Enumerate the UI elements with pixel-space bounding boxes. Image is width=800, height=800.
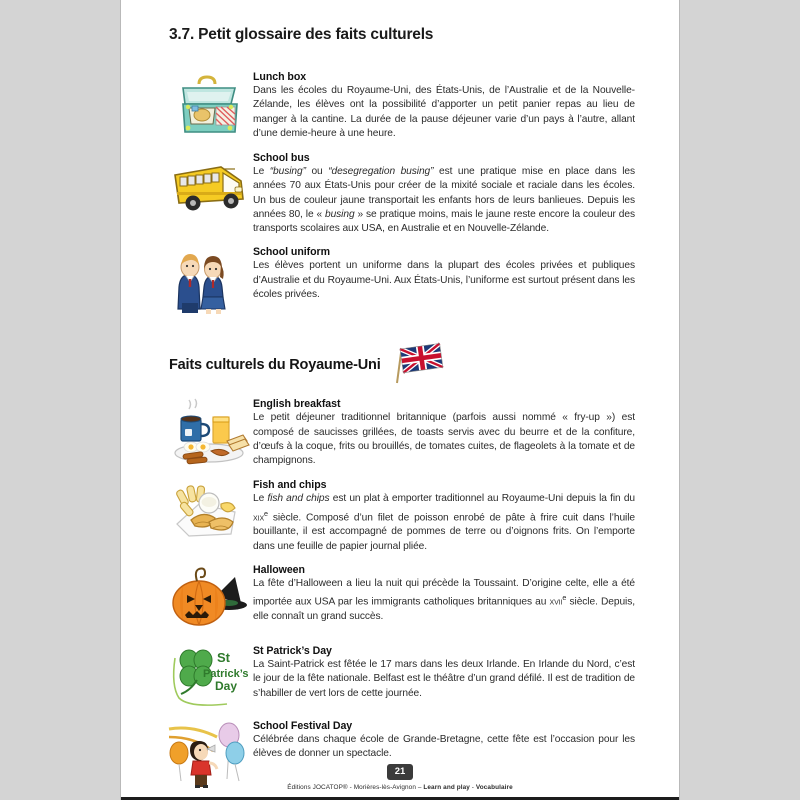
entry-description: Le petit déjeuner traditionnel britannique (parfois aussi nommé « fry-up ») est composé de saucisses grillées, de toasts servis avec du beurre et de la confiture, d’œufs à la coque, frits ou brouillés, de tomates cuites, de flageolets à la tomate et de champignons.	[253, 412, 635, 467]
uk-section-heading	[169, 343, 635, 387]
footer-credit	[121, 784, 679, 797]
entry-body	[253, 561, 635, 624]
entry-term: Halloween	[253, 564, 305, 577]
entry-body	[253, 149, 635, 236]
svg-text:Patrick’s: Patrick’s	[203, 668, 249, 681]
document-page	[120, 0, 680, 800]
fish-and-chips-illustration	[169, 478, 253, 550]
entry-term: Fish and chips	[253, 479, 327, 492]
page-title: 3.7. Petit glossaire des faits culturels	[169, 26, 434, 43]
entry-description: Dans les écoles du Royaume-Uni, des États-Unis, de l’Australie et de la Nouvelle-Zélande, les élèves ont la possibilité d’apporter un petit panier repas au lieu de manger à la cantine. La durée de la pause déjeuner varie d’un pays à l’autre, allant d’une demie-heure à une heure.	[253, 85, 635, 139]
glossary-entry-english-breakfast	[169, 395, 635, 469]
entry-term: English breakfast	[253, 398, 341, 411]
glossary-entry-st-patricks-day	[169, 642, 635, 710]
entry-term: School Festival Day	[253, 720, 353, 733]
glossary-entry-fish-and-chips	[169, 476, 635, 554]
footer-book-title: Learn and play	[423, 784, 470, 791]
entry-body	[253, 68, 635, 141]
entry-body	[253, 717, 635, 762]
entry-term: Lunch box	[253, 71, 307, 83]
page-content	[169, 26, 635, 792]
entry-description: Le fish and chips est un plat à emporter traditionnel au Royaume-Uni depuis la fin du xix$^e$ siècle. Composé d’un filet de poisson enrobé de pâte à frire cuit dans l’huile bouillante, il est accompagné de pommes de terre ou d’oignons frits. On l’emporte dans une feuille de papier journal pliée.	[253, 493, 635, 552]
svg-text:St: St	[217, 650, 230, 666]
footer-publisher: Éditions JOCATOP® - Morières-lès-Avignon –	[287, 784, 424, 791]
english-breakfast-illustration	[169, 397, 253, 469]
glossary-entry-lunch-box	[169, 68, 635, 142]
page-footer	[121, 761, 679, 800]
entry-body	[253, 476, 635, 554]
entry-description: Les élèves portent un uniforme dans la plupart des écoles privées et publiques d’Australie et du Royaume-Uni. Aux États-Unis, l’uniforme est surtout présent dans les écoles privées.	[253, 260, 635, 301]
glossary-entry-halloween	[169, 561, 635, 635]
halloween-pumpkin-illustration	[169, 563, 253, 635]
uk-section-title: Faits culturels du Royaume-Uni	[169, 357, 381, 374]
entry-term: School bus	[253, 152, 310, 164]
entry-description: La fête d’Halloween a lieu la nuit qui précède la Toussaint. D’origine celte, elle a été importée aux USA par les immigrants catholiques britanniques au xvii$^e$ siècle. Depuis, elle connaît un grand succès.	[253, 578, 635, 623]
entry-term: School uniform	[253, 246, 330, 259]
glossary-entry-school-bus	[169, 149, 635, 236]
entry-body	[253, 243, 635, 302]
entry-description: Le “busing” ou “desegregation busing” est une pratique mise en place dans les années 70 aux États-Unis pour créer de la mixité sociale et raciale dans les écoles. Un bus de couleur jaune transportait les enfants hors de leurs banlieues. Depuis les années 80, le « busing » se pratique moins, mais le jaune reste encore la couleur des transports scolaires aux USA, en Australie et en Nouvelle-Zélande.	[253, 166, 635, 235]
footer-separator: -	[469, 784, 476, 791]
page-number-badge: 21	[387, 764, 414, 780]
uk-flag-icon	[389, 343, 441, 387]
entry-body	[253, 642, 635, 701]
entry-description: La Saint-Patrick est fêtée le 17 mars dans les deux Irlande. En Irlande du Nord, c’est le jour de la fête nationale. Belfast est le théâtre d’un grand défilé. Il est de tradition de s’habiller de vert lors de cette journée.	[253, 659, 635, 699]
lunch-box-illustration	[169, 70, 253, 142]
footer-subject: Vocabulaire	[475, 784, 513, 791]
entry-body	[253, 395, 635, 468]
svg-text:Day: Day	[215, 679, 238, 694]
entry-term: St Patrick’s Day	[253, 645, 332, 658]
school-bus-illustration	[169, 151, 253, 223]
entry-description: Célébrée dans chaque école de Grande-Bretagne, cette fête est l’occasion pour les élèves de donner un spectacle.	[253, 734, 635, 760]
st-patricks-day-illustration	[169, 644, 253, 710]
school-uniform-illustration	[169, 245, 253, 317]
glossary-entry-school-uniform	[169, 243, 635, 317]
